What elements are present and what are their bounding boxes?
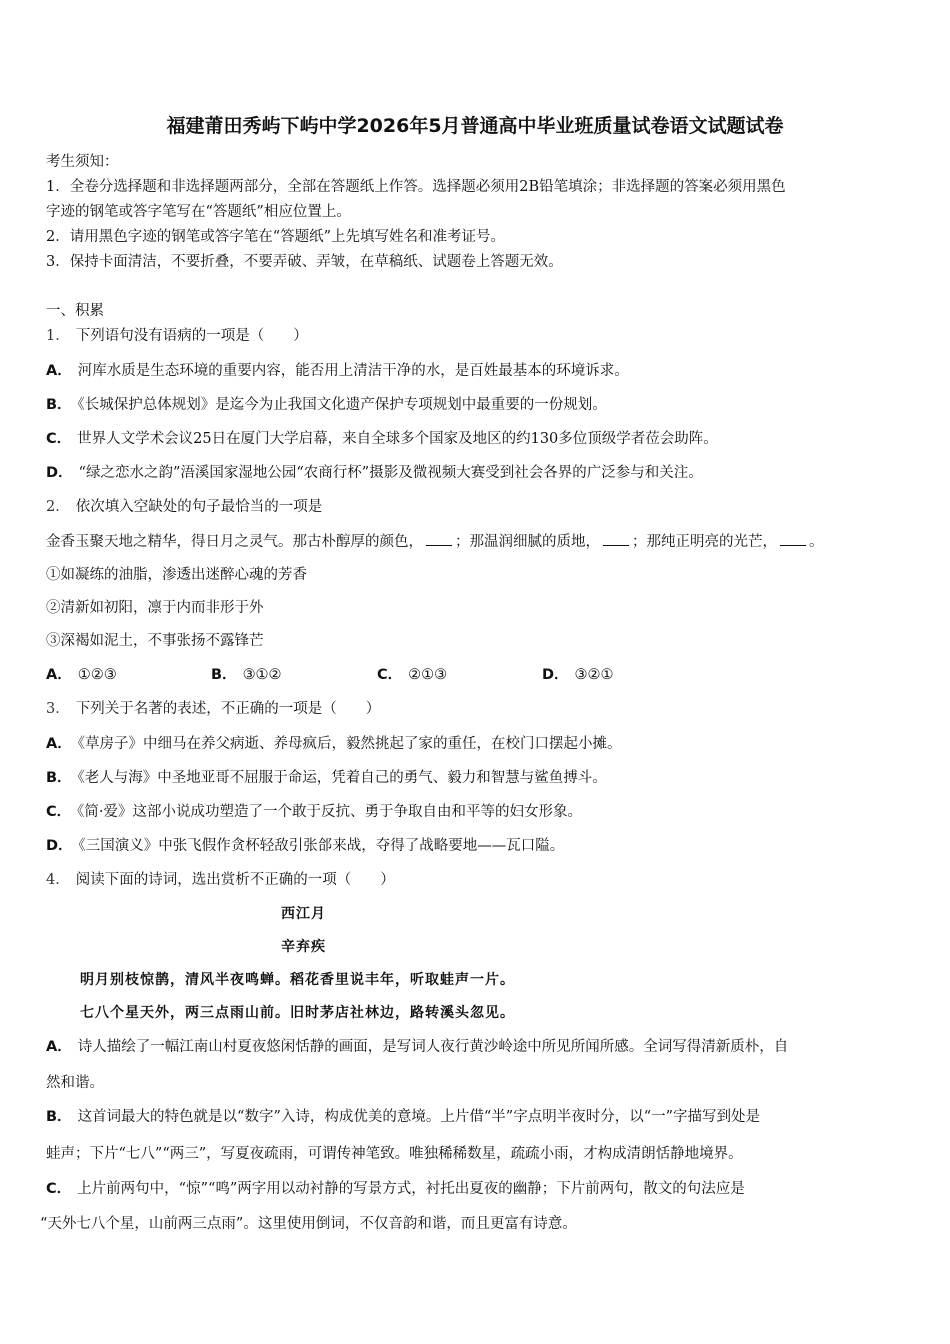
- option-text: “绿之恋水之韵”浯溪国家湿地公园“农商行杯”摄影及微视频大赛受到社会各界的广泛参与和关注。: [78, 465, 703, 481]
- option-text: 《老人与海》中圣地亚哥不屈服于命运，凭着自己的勇气、毅力和智慧与鲨鱼搏斗。: [77, 770, 607, 786]
- question-number: 1．: [46, 328, 70, 344]
- option-label: B．: [46, 770, 72, 786]
- option-text: ①②③: [77, 667, 117, 683]
- q2-option-d: [542, 665, 614, 685]
- notice-line-2: 2．请用黑色字迹的钢笔或答字笔在“答题纸”上先填写姓名和准考证号。: [46, 229, 506, 245]
- question-number: 4．: [46, 872, 70, 888]
- passage-part: 金香玉聚天地之精华，得日月之灵气。那古朴醇厚的颜色，: [46, 534, 423, 550]
- q4-option-b-line1: [46, 1107, 760, 1127]
- passage-part: ；那纯正明亮的光芒，: [632, 534, 777, 550]
- section-heading: 一、积累: [46, 303, 104, 319]
- option-text: 河库水质是生态环境的重要内容，能否用上清洁干净的水，是百姓最基本的环境诉求。: [77, 363, 629, 379]
- option-text: 《长城保护总体规划》是迄今为止我国文化遗产保护专项规划中最重要的一份规划。: [77, 397, 607, 413]
- option-text: 这首词最大的特色就是以“数字”入诗，构成优美的意境。上片借“半”字点明半夜时分，以“一”字描写到处是: [77, 1109, 761, 1125]
- poem-line-2: 七八个星天外，两三点雨山前。旧时茅店社林边，路转溪头忽见。: [80, 1005, 515, 1021]
- option-text: ③②①: [574, 667, 614, 683]
- option-label: C．: [46, 431, 72, 447]
- q1-option-a: [46, 361, 629, 381]
- option-label: D．: [542, 667, 569, 683]
- q1-option-b: [46, 395, 607, 415]
- question-text: 下列语句没有语病的一项是（ ）: [75, 328, 308, 344]
- question-2-stem: [46, 497, 322, 517]
- question-text: 下列关于名著的表述，不正确的一项是（ ）: [75, 701, 381, 717]
- question-4-stem: [46, 870, 395, 890]
- option-text: 《三国演义》中张飞假作贪杯轻敌引张郃来战，夺得了战略要地——瓦口隘。: [78, 838, 565, 854]
- option-label: C．: [46, 1181, 72, 1197]
- page-title: 福建莆田秀屿下屿中学2026年5月普通高中毕业班质量试卷语文试题试卷: [166, 115, 784, 137]
- q4-option-a-line1: [46, 1037, 788, 1057]
- q3-option-d: [46, 836, 564, 856]
- q4-option-c-line1: [46, 1179, 745, 1199]
- fill-blank: [780, 531, 806, 546]
- option-text: 《草房子》中细马在养父病逝、养母疯后，毅然挑起了家的重任，在校门口摆起小摊。: [77, 736, 622, 752]
- q3-option-a: [46, 734, 621, 754]
- fill-blank: [603, 531, 629, 546]
- option-label: B．: [46, 1109, 72, 1125]
- q2-sentence-2: ②清新如初阳，凛于内而非形于外: [46, 600, 264, 616]
- q2-option-a: [46, 665, 117, 685]
- option-text: ③①②: [242, 667, 282, 683]
- question-1-stem: [46, 326, 308, 346]
- option-text: 诗人描绘了一幅江南山村夏夜悠闲恬静的画面，是写词人夜行黄沙岭途中所见所闻所感。全词写得清新质朴，自: [77, 1039, 789, 1055]
- notice-heading: 考生须知：: [46, 154, 119, 170]
- q2-sentence-1: ①如凝练的油脂，渗透出迷醉心魂的芳香: [46, 567, 307, 583]
- option-label: A．: [46, 736, 72, 752]
- option-label: A．: [46, 363, 72, 379]
- poem-line-1: 明月别枝惊鹊，清风半夜鸣蝉。稻花香里说丰年，听取蛙声一片。: [80, 972, 515, 988]
- question-text: 阅读下面的诗词，选出赏析不正确的一项（ ）: [75, 872, 395, 888]
- option-label: D．: [46, 838, 73, 854]
- passage-part: ；那温润细腻的质地，: [455, 534, 600, 550]
- notice-line-3: 3．保持卡面清洁，不要折叠，不要弄破、弄皱，在草稿纸、试题卷上答题无效。: [46, 254, 563, 270]
- fill-blank: [426, 531, 452, 546]
- option-label: C．: [377, 667, 403, 683]
- q3-option-b: [46, 768, 607, 788]
- q4-option-c-line2: “天外七八个星，山前两三点雨”。这里使用倒词，不仅音韵和谐，而且更富有诗意。: [40, 1216, 577, 1232]
- question-number: 2．: [46, 499, 70, 515]
- q4-option-b-line2: 蛙声；下片“七八”“两三”，写夏夜疏雨，可谓传神笔致。唯独稀稀数星，疏疏小雨，才构成清朗恬静地境界。: [46, 1146, 743, 1162]
- option-text: ②①③: [408, 667, 448, 683]
- option-label: B．: [211, 667, 237, 683]
- option-text: 世界人文学术会议25日在厦门大学启幕，来自全球多个国家及地区的约130多位顶级学者莅会助阵。: [77, 431, 718, 447]
- q2-option-c: [377, 665, 447, 685]
- passage-part: 。: [809, 534, 824, 550]
- notice-line-1a: 1．全卷分选择题和非选择题两部分，全部在答题纸上作答。选择题必须用2B铅笔填涂；非选择题的答案必须用黑色: [46, 179, 786, 195]
- poem-title: 西江月: [281, 906, 326, 922]
- q4-option-a-line2: 然和谐。: [46, 1075, 104, 1091]
- option-label: C．: [46, 804, 72, 820]
- question-text: 依次填入空缺处的句子最恰当的一项是: [75, 499, 323, 515]
- q3-option-c: [46, 802, 582, 822]
- option-text: 《简·爱》这部小说成功塑造了一个敢于反抗、勇于争取自由和平等的妇女形象。: [77, 804, 583, 820]
- option-text: 上片前两句中，“惊”“鸣”两字用以动衬静的写景方式，衬托出夏夜的幽静；下片前两句，散文的句法应是: [77, 1181, 745, 1197]
- poem-author: 辛弃疾: [281, 939, 326, 955]
- notice-line-1b: 字迹的钢笔或答字笔写在“答题纸”相应位置上。: [46, 204, 351, 220]
- option-label: B．: [46, 397, 72, 413]
- q1-option-c: [46, 429, 718, 449]
- question-number: 3．: [46, 701, 70, 717]
- q2-options: [46, 665, 906, 685]
- option-label: A．: [46, 1039, 72, 1055]
- option-label: D．: [46, 465, 73, 481]
- q2-option-b: [211, 665, 282, 685]
- question-3-stem: [46, 699, 380, 719]
- q2-passage: [46, 531, 824, 552]
- option-label: A．: [46, 667, 72, 683]
- q2-sentence-3: ③深褐如泥土，不事张扬不露锋芒: [46, 633, 264, 649]
- q1-option-d: [46, 463, 703, 483]
